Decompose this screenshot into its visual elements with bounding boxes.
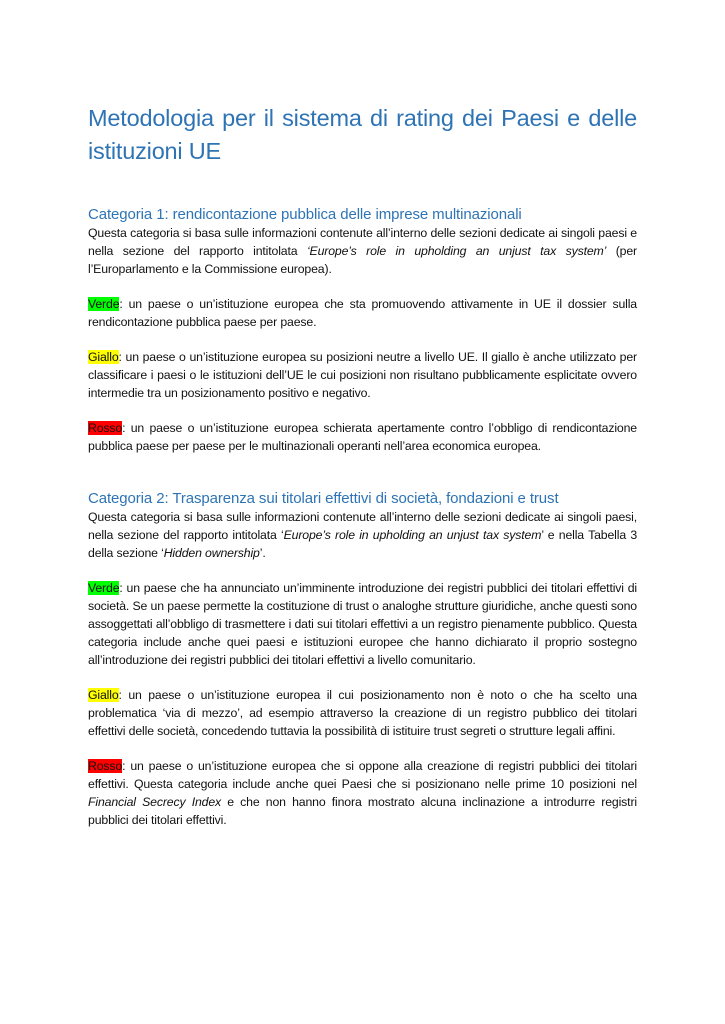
intro-text: Questa categoria si basa sulle informazioni contenute all’interno delle sezioni dedicate ai singoli paesi, nella sezione del rapporto intitolata ‘ [88,510,637,542]
section-category-1 [88,205,637,455]
section-intro [88,508,637,562]
green-highlight-label: Verde [88,581,120,595]
intro-italic-section: Hidden ownership [163,546,260,560]
section-intro [88,224,637,278]
red-highlight-label: Rosso [88,759,123,773]
intro-text: (per l’Europarlamento e la Commissione europea). [88,244,637,276]
rating-red-definition [88,757,637,829]
intro-text: Questa categoria si basa sulle informazioni contenute all’interno delle sezioni dedicate ai singoli paesi e nella sezione del rapporto intitolata [88,226,637,258]
document-title: Metodologia per il sistema di rating dei Paesi e delle istituzioni UE [88,105,637,164]
yellow-highlight-label: Giallo [88,688,119,702]
definition-text: : un paese o un’istituzione europea su posizioni neutre a livello UE. Il giallo è anche utilizzato per classificare i paesi o le istituzioni dell’UE le cui posizioni non risultano pubblicamente esplicitate ovvero intermedie tra un posizionamento positivo e negativo. [88,350,637,400]
index-name-italic: Financial Secrecy Index [88,795,222,809]
document-page [88,102,637,829]
spacer [88,331,637,348]
definition-text: : un paese o un’istituzione europea che sta promuovendo attivamente in UE il dossier sulla rendicontazione pubblica paese per paese. [88,297,637,329]
intro-text: ’. [259,546,266,560]
definition-text: : un paese che ha annunciato un’imminente introduzione dei registri pubblici dei titolari effettivi di società. Se un paese permette la costituzione di trust o analoghe strutture giuridiche, anche questi sono assoggettati all’obbligo di trasmettere i dati sui titolari effettivi a un registro pienamente pubblico. Questa categoria include anche quei paesi e istituzioni europee che hanno dichiarato il proprio sostegno all’introduzione dei registri pubblici dei titolari effettivi a livello comunitario. [88,581,637,667]
intro-italic-title: Europe’s role in upholding an unjust tax system [283,528,542,542]
rating-yellow-definition [88,686,637,740]
intro-text: ’ e nella Tabella 3 della sezione ‘ [88,528,638,560]
spacer [88,168,637,205]
section-heading: Categoria 1: rendicontazione pubblica delle imprese multinazionali [88,206,522,223]
spacer [88,740,637,757]
rating-yellow-definition [88,348,637,402]
rating-red-definition [88,419,637,455]
spacer [88,402,637,419]
definition-text: e che non hanno finora mostrato alcuna inclinazione a introdurre registri pubblici dei titolari effettivi. [88,795,637,827]
spacer [88,455,637,489]
rating-green-definition [88,295,637,331]
section-category-2 [88,489,637,829]
spacer [88,669,637,686]
spacer [88,278,637,295]
definition-text: : un paese o un’istituzione europea schierata apertamente contro l’obbligo di rendicontazione pubblica paese per paese per le multinazionali operanti nell’area economica europea. [88,421,637,453]
red-highlight-label: Rosso [88,421,123,435]
spacer [88,562,637,579]
yellow-highlight-label: Giallo [88,350,119,364]
rating-green-definition [88,579,637,669]
definition-text: : un paese o un’istituzione europea che si oppone alla creazione di registri pubblici dei titolari effettivi. Questa categoria include anche quei Paesi che si posizionano nelle prime 10 posizioni nel [88,759,637,791]
section-heading: Categoria 2: Trasparenza sui titolari effettivi di società, fondazioni e trust [88,490,559,507]
definition-text: : un paese o un’istituzione europea il cui posizionamento non è noto o che ha scelto una problematica ‘via di mezzo’, ad esempio attraverso la creazione di un registro pubblico dei titolari effettivi delle società, concedendo tuttavia la possibilità di istituire trust segreti o strutture legali affini. [88,688,637,738]
green-highlight-label: Verde [88,297,120,311]
intro-italic-title: ‘Europe’s role in upholding an unjust tax system’ [306,244,607,258]
